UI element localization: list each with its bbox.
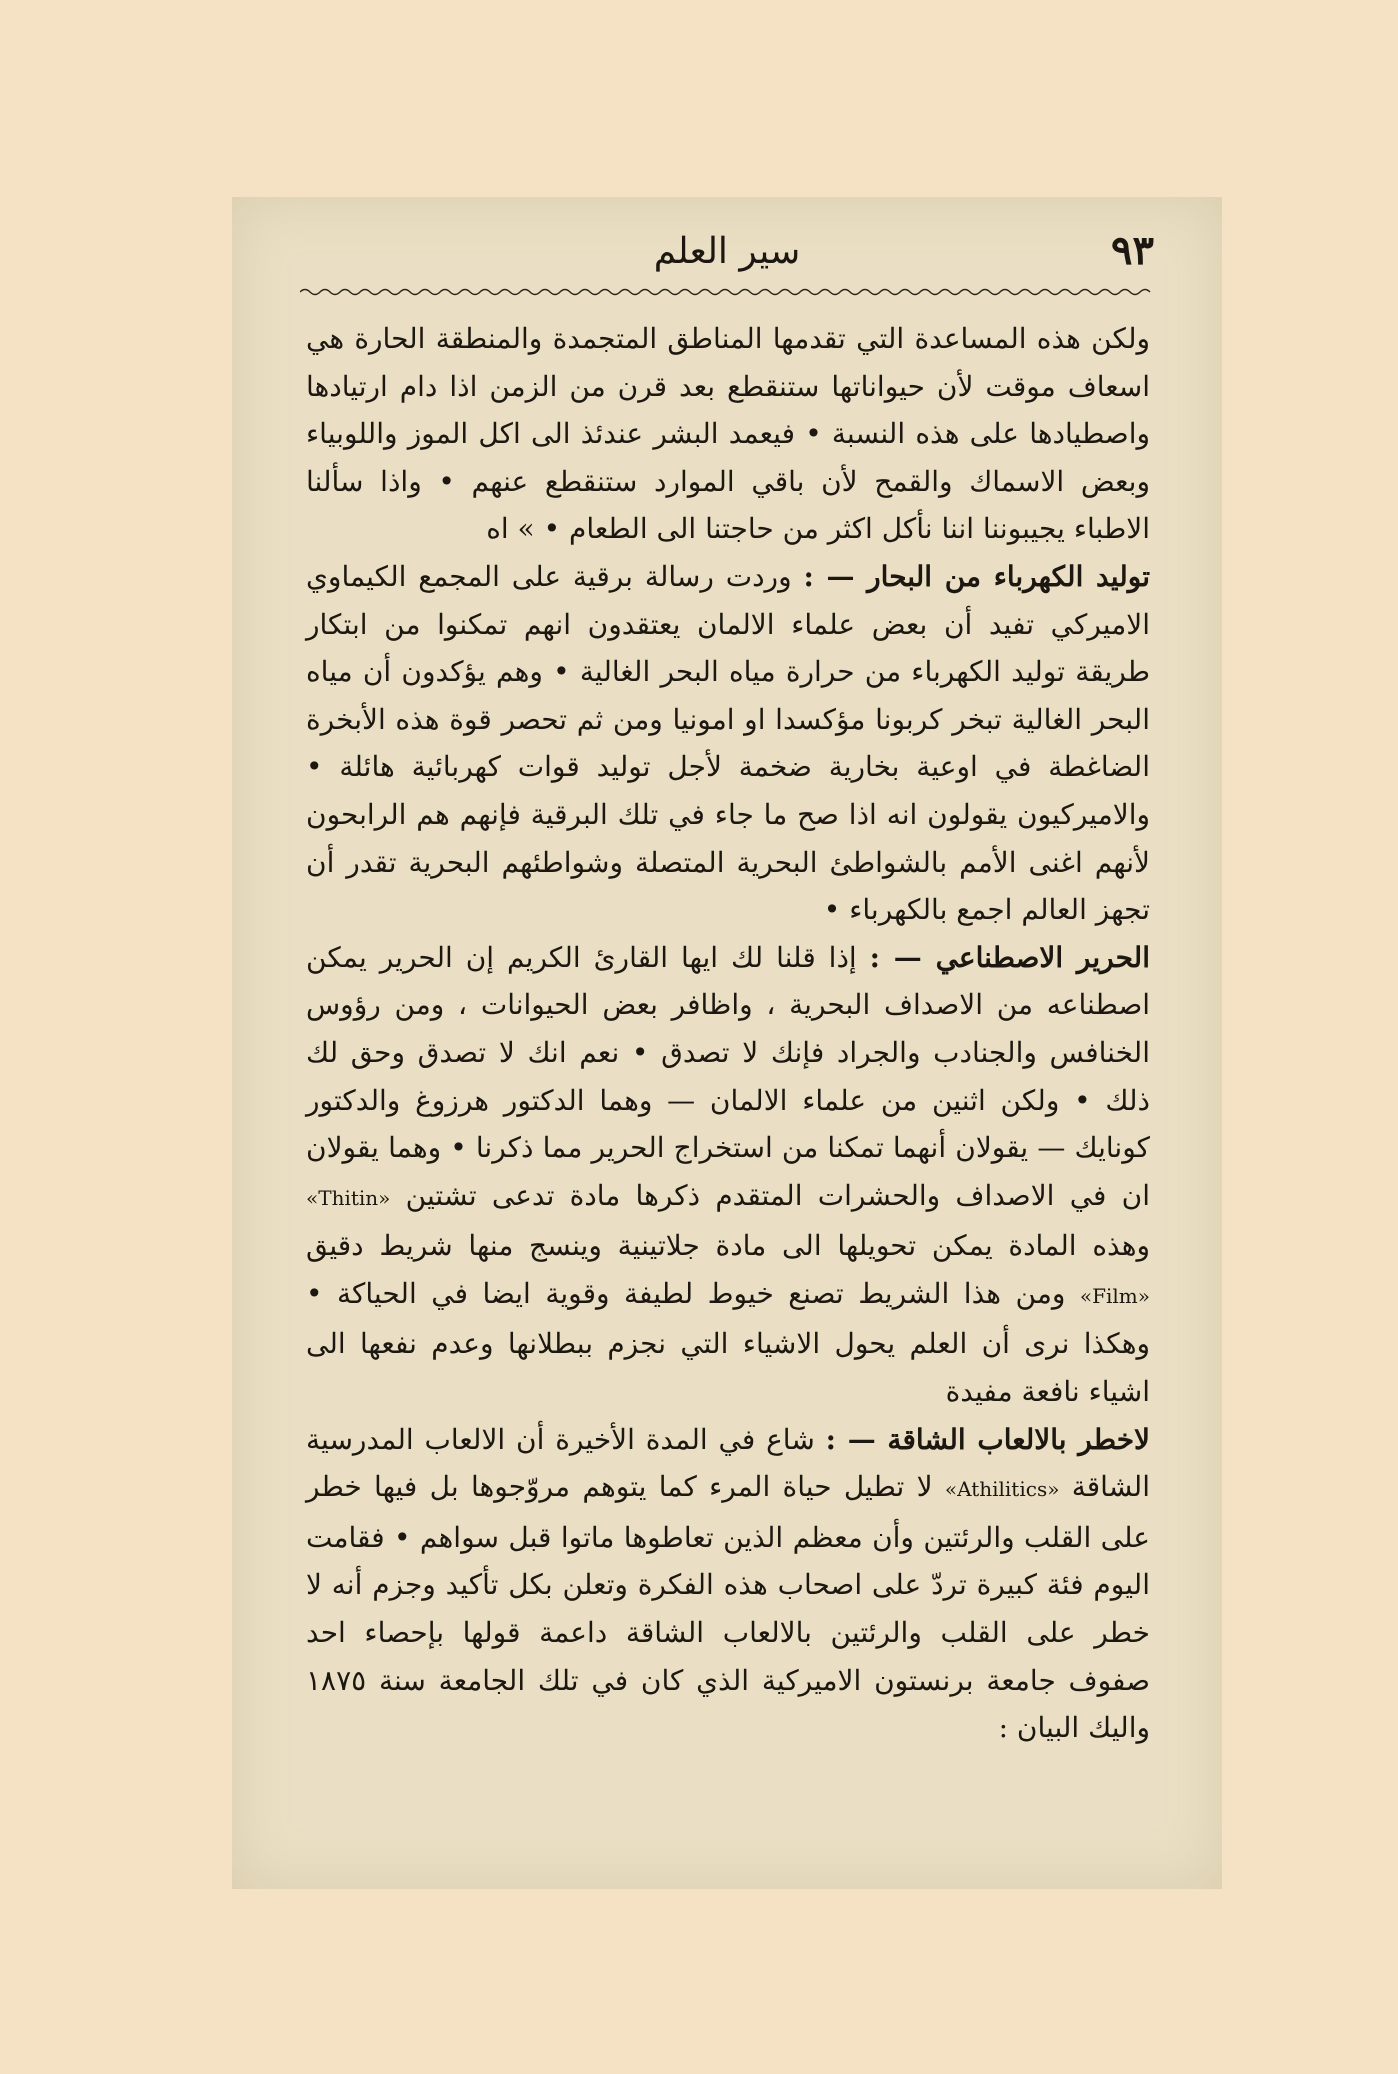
page-body xyxy=(306,315,1150,1752)
book-page xyxy=(232,197,1222,1889)
paragraph-silk-text-2: وهذه المادة يمكن تحويلها الى مادة جلاتينية وينسج منها شريط دقيق xyxy=(306,1229,1150,1263)
paragraph-sports-text-1: شاع في المدة الأخيرة أن الالعاب المدرسية الشاقة xyxy=(306,1422,1150,1504)
paragraph-electricity xyxy=(306,553,1150,934)
section-heading-electricity: توليد الكهرباء من البحار — : xyxy=(803,559,1150,593)
paragraph-silk-text-3: ومن هذا الشريط تصنع خيوط لطيفة وقوية ايضا في الحياكة • وهكذا نرى أن العلم يحول الاشياء التي نجزم ببطلانها وعدم نفعها الى اشياء نافعة مفيدة xyxy=(306,1276,1150,1409)
section-heading-silk: الحرير الاصطناعي — : xyxy=(869,940,1150,974)
paragraph-food: ولكن هذه المساعدة التي تقدمها المناطق المتجمدة والمنطقة الحارة هي اسعاف موقت لأن حيواناتها ستنقطع بعد قرن من الزمن اذا دام ارتيادها واصطيادها على هذه النسبة • فيعمد البشر عندئذ الى اكل الموز واللوبياء وبعض الاسماك والقمح لأن باقي الموارد ستنقطع عنهم • واذا سألنا الاطباء يجيبوننا اننا نأكل اكثر من حاجتنا الى الطعام • » اه xyxy=(306,322,1150,546)
section-heading-sports: لاخطر بالالعاب الشاقة — : xyxy=(825,1422,1150,1456)
latin-term-athletics: «Athilitics» xyxy=(944,1477,1060,1502)
paragraph-silk xyxy=(306,934,1150,1416)
paragraph-silk-text-1: إذا قلنا لك ايها القارئ الكريم إن الحرير يمكن اصطناعه من الاصداف البحرية ، واظافر بعض الحيوانات ، ومن رؤوس الخنافس والجنادب والجراد فإنك لا تصدق • نعم انك لا تصدق وحق لك ذلك • ولكن اثنين من علماء الالمان — وهما الدكتور هرزوغ والدكتور كونايك — يقولان أنهما تمكنا من استخراج الحرير مما ذكرنا • وهما يقولان ان في الاصداف والحشرات المتقدم ذكرها مادة تدعى تشتين xyxy=(306,940,1150,1212)
latin-term-thitin: «Thitin» xyxy=(306,1185,391,1210)
paragraph-sports xyxy=(306,1416,1150,1752)
paragraph-electricity-text: وردت رسالة برقية على المجمع الكيماوي الاميركي تفيد أن بعض علماء الالمان يعتقدون انهم تمكنوا من ابتكار طريقة توليد الكهرباء من حرارة مياه البحر الغالية • وهم يؤكدون أن مياه البحر الغالية تبخر كربونا مؤكسدا او امونيا ومن ثم تحصر قوة هذه الأبخرة الضاغطة في اوعية بخارية ضخمة لأجل توليد قوات كهربائية هائلة • والاميركيون يقولون انه اذا صح ما جاء في تلك البرقية فإنهم هم الرابحون لأنهم اغنى الأمم بالشواطئ البحرية المتصلة وشواطئهم البحرية تقدر أن تجهز العالم اجمع بالكهرباء • xyxy=(306,559,1150,927)
running-title: سير العلم xyxy=(653,231,801,272)
page-header xyxy=(300,227,1154,285)
latin-term-film: «Film» xyxy=(1079,1283,1150,1308)
paragraph-sports-text-2: لا تطيل حياة المرء كما يتوهم مروّجوها بل فيها خطر على القلب والرئتين وأن معظم الذين تعاطوها ماتوا قبل سواهم • فقامت اليوم فئة كبيرة تردّ على اصحاب هذه الفكرة وتعلن بكل تأكيد وجزم أنه لا خطر على القلب والرئتين بالالعاب الشاقة داعمة قولها بإحصاء احد صفوف جامعة برنستون الاميركية الذي كان في تلك الجامعة سنة ١٨٧٥ واليك البيان : xyxy=(306,1470,1150,1745)
wavy-rule xyxy=(300,285,1154,299)
page-number: ٩٣ xyxy=(1111,227,1154,274)
